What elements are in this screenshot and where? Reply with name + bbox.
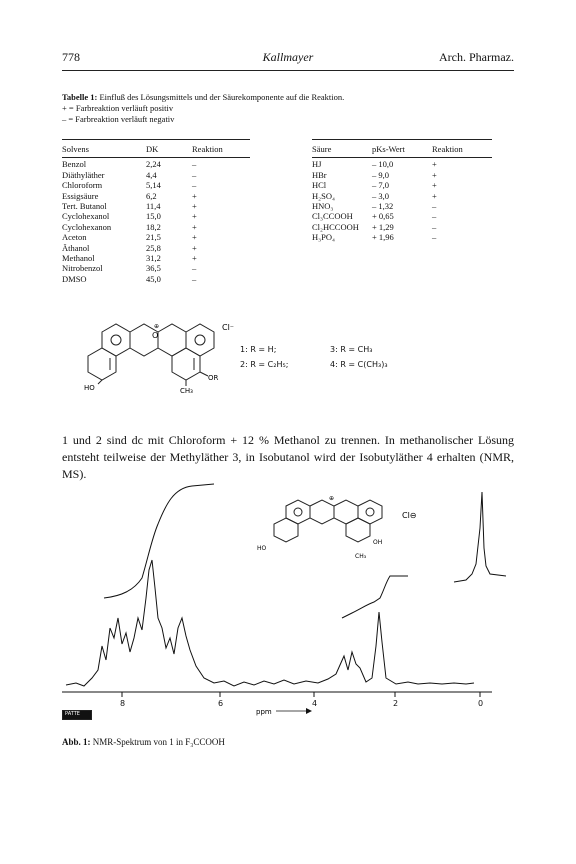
table-row bbox=[62, 211, 223, 221]
table-row bbox=[312, 180, 463, 190]
table-cell: 5,14 bbox=[146, 180, 161, 191]
table-caption bbox=[62, 92, 344, 125]
integration-curve-aromatic bbox=[104, 484, 214, 598]
r-def-3: 3: R = CH₃ bbox=[330, 345, 373, 354]
r-def-2: 2: R = C₂H₅; bbox=[240, 360, 289, 369]
table-cell: HCl bbox=[312, 180, 327, 191]
axis-tick-label: 2 bbox=[393, 699, 399, 708]
reference-peak-trace bbox=[454, 492, 506, 582]
column-header: Solvens bbox=[62, 144, 89, 154]
table-cell: 21,5 bbox=[146, 232, 161, 243]
body-paragraph: 1 und 2 sind dc mit Chloroform + 12 % Methanol zu trennen. In methanolischer Lösung entsteht teilweise der Methyläther 3, in Isobutanol wird der Isobutyläther 4 erhalten (NMR, MS). bbox=[62, 433, 514, 481]
table-cell: + 0,65 bbox=[372, 211, 394, 222]
acid-table-top-rule bbox=[312, 139, 492, 140]
table-row bbox=[62, 180, 223, 190]
table-row bbox=[312, 232, 463, 242]
table-cell: Diäthyläther bbox=[62, 169, 105, 180]
table-cell: + bbox=[192, 190, 197, 201]
journal-name: Arch. Pharmaz. bbox=[439, 50, 514, 64]
table-cell: Tert. Butanol bbox=[62, 201, 107, 212]
table-cell: + bbox=[192, 253, 197, 264]
archive-stamp bbox=[62, 710, 92, 720]
table-row bbox=[62, 222, 223, 232]
table-title: Einfluß des Lösungsmittels und der Säurekomponente auf die Reaktion. bbox=[99, 92, 345, 102]
table-cell: HNO₃ bbox=[312, 201, 334, 212]
methyl-label: CH₃ bbox=[180, 387, 193, 394]
table-cell: 11,4 bbox=[146, 201, 161, 212]
table-row bbox=[312, 222, 463, 232]
table-cell: + bbox=[432, 159, 437, 170]
spectrum-methyl-label: CH₃ bbox=[355, 553, 367, 560]
table-cell: Cyclohexanon bbox=[62, 221, 112, 232]
ppm-arrowhead bbox=[306, 708, 312, 714]
axis-tick-label: 4 bbox=[312, 699, 318, 708]
acid-table bbox=[312, 144, 463, 243]
table-cell: + bbox=[432, 180, 437, 191]
table-cell: + bbox=[432, 190, 437, 201]
table-cell: + bbox=[432, 169, 437, 180]
table-row bbox=[312, 201, 463, 211]
table-row bbox=[62, 274, 223, 284]
table-cell: Aceton bbox=[62, 232, 87, 243]
column-header: Säure bbox=[312, 144, 332, 154]
figure-label: Abb. 1: bbox=[62, 737, 91, 747]
table-row bbox=[62, 253, 223, 263]
table-cell: Äthanol bbox=[62, 242, 90, 253]
structure-drawing-1 bbox=[82, 318, 252, 394]
table-cell: + bbox=[192, 242, 197, 253]
spectrum-structure-drawing bbox=[274, 500, 382, 542]
table-cell: – bbox=[192, 263, 197, 274]
table-cell: HBr bbox=[312, 169, 327, 180]
table-cell: 45,0 bbox=[146, 273, 161, 284]
table-cell: – bbox=[192, 169, 197, 180]
column-header: Reaktion bbox=[192, 144, 223, 154]
column-header: DK bbox=[146, 144, 159, 154]
table-cell: 18,2 bbox=[146, 221, 161, 232]
spectrum-oh-label: OH bbox=[373, 539, 383, 546]
table-cell: – 10,0 bbox=[372, 159, 394, 170]
table-cell: – 3,0 bbox=[372, 190, 389, 201]
solvent-table-top-rule bbox=[62, 139, 250, 140]
table-cell: + 1,29 bbox=[372, 221, 394, 232]
table-cell: – bbox=[192, 159, 197, 170]
legend-minus: – = Farbreaktion verläuft negativ bbox=[62, 114, 175, 124]
table-cell: Nitrobenzol bbox=[62, 263, 103, 274]
table-cell: 4,4 bbox=[146, 169, 157, 180]
table-row bbox=[312, 170, 463, 180]
alkoxy-label: OR bbox=[208, 374, 219, 382]
hydroxy-label: HO bbox=[84, 384, 95, 392]
table-cell: 31,2 bbox=[146, 253, 161, 264]
table-row bbox=[62, 170, 223, 180]
table-cell: 25,8 bbox=[146, 242, 161, 253]
table-cell: – bbox=[432, 201, 437, 212]
table-row bbox=[62, 159, 223, 169]
table-cell: H₂SO₄ bbox=[312, 190, 335, 201]
table-cell: + bbox=[192, 211, 197, 222]
spectrum-trace bbox=[66, 560, 474, 686]
table-cell: Methanol bbox=[62, 253, 95, 264]
page-number: 778 bbox=[62, 50, 80, 64]
table-cell: – bbox=[432, 232, 437, 243]
table-cell: Cyclohexanol bbox=[62, 211, 110, 222]
table-cell: HJ bbox=[312, 159, 322, 170]
spectrum-ho-label: HO bbox=[257, 545, 267, 552]
table-cell: – bbox=[192, 180, 197, 191]
table-cell: – bbox=[432, 211, 437, 222]
table-cell: DMSO bbox=[62, 273, 87, 284]
running-author: Kallmayer bbox=[262, 50, 314, 64]
integration-curve-aliphatic bbox=[342, 576, 408, 618]
axis-tick-label: 8 bbox=[120, 699, 126, 708]
table-cell: 36,5 bbox=[146, 263, 161, 274]
table-cell: Cl₂HCCOOH bbox=[312, 221, 359, 232]
table-cell: 15,0 bbox=[146, 211, 161, 222]
table-cell: – 7,0 bbox=[372, 180, 389, 191]
table-cell: + bbox=[192, 201, 197, 212]
archive-stamp-text: PATTE bbox=[65, 711, 80, 717]
table-cell: Benzol bbox=[62, 159, 87, 170]
table-row bbox=[62, 232, 223, 242]
table-cell: H₃PO₄ bbox=[312, 232, 335, 243]
axis-tick-label: 0 bbox=[478, 699, 484, 708]
table-row bbox=[312, 159, 463, 169]
axis-tick-label: 6 bbox=[218, 699, 224, 708]
header-rule bbox=[62, 70, 514, 71]
table-label: Tabelle 1: bbox=[62, 92, 98, 102]
table-row bbox=[62, 263, 223, 273]
legend-plus: + = Farbreaktion verläuft positiv bbox=[62, 103, 174, 113]
table-header-row bbox=[312, 144, 463, 154]
table-cell: Essigsäure bbox=[62, 190, 99, 201]
oxonium-charge: ⊕ bbox=[154, 323, 160, 330]
table-cell: + bbox=[192, 221, 197, 232]
table-cell: – 9,0 bbox=[372, 169, 389, 180]
table-cell: – 1,32 bbox=[372, 201, 394, 212]
r-def-1: 1: R = H; bbox=[240, 345, 277, 354]
r-def-4: 4: R = C(CH₃)₃ bbox=[330, 360, 388, 369]
table-cell: – bbox=[432, 221, 437, 232]
spectrum-counterion-label: Cl⊖ bbox=[402, 511, 417, 520]
table-row bbox=[62, 201, 223, 211]
table-row bbox=[312, 211, 463, 221]
spectrum-charge: ⊕ bbox=[329, 495, 335, 502]
table-header-row bbox=[62, 144, 223, 154]
table-cell: + 1,96 bbox=[372, 232, 394, 243]
ppm-axis-label: ppm bbox=[256, 708, 272, 716]
column-header: Reaktion bbox=[432, 144, 463, 154]
table-cell: Chloroform bbox=[62, 180, 103, 191]
nmr-spectrum bbox=[62, 478, 514, 718]
table-cell: Cl₃CCOOH bbox=[312, 211, 353, 222]
solvent-table bbox=[62, 144, 223, 284]
table-row bbox=[312, 191, 463, 201]
figure-caption-text: NMR-Spektrum von 1 in F₃CCOOH bbox=[92, 737, 225, 747]
counterion-label: Cl⁻ bbox=[222, 323, 235, 332]
table-cell: + bbox=[192, 232, 197, 243]
column-header: pKs-Wert bbox=[372, 144, 405, 154]
figure-caption bbox=[62, 737, 225, 747]
table-cell: 2,24 bbox=[146, 159, 161, 170]
table-row bbox=[62, 191, 223, 201]
table-cell: – bbox=[192, 273, 197, 284]
table-row bbox=[62, 243, 223, 253]
ring-oxygen: O bbox=[152, 331, 159, 340]
table-cell: 6,2 bbox=[146, 190, 157, 201]
